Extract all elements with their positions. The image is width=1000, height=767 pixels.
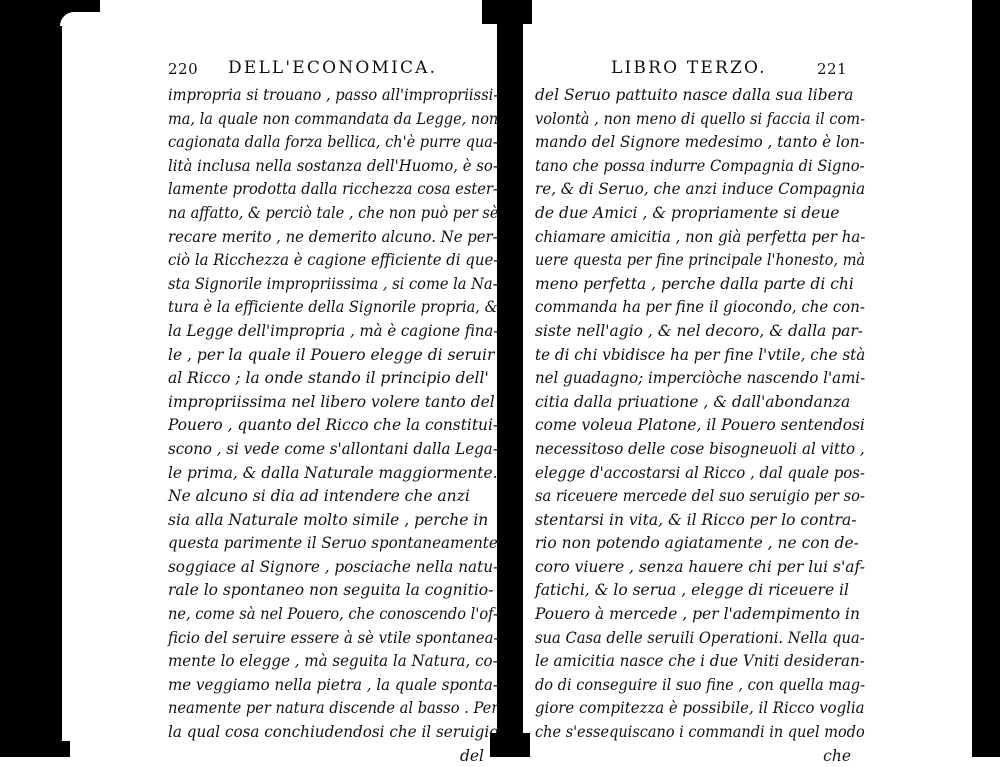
text-line: tano che possa indurre Compagnia di Signo-: [535, 156, 865, 175]
text-line: le , per la quale il Pouero elegge di seruir: [168, 345, 495, 364]
text-line: elegge d'accostarsi al Ricco , dal quale pos-: [535, 463, 865, 482]
text-line: ma, la quale non commandata da Legge, non: [168, 109, 499, 128]
text-line: commanda ha per fine il giocondo, che con-: [535, 298, 865, 317]
book-gutter: [497, 0, 523, 757]
text-line: te di chi vbidisce ha per fine l'vtile, che stà: [535, 345, 866, 364]
text-line: le amicitia nasce che i due Vniti desideran-: [535, 652, 865, 671]
text-line: stentarsi in vita, & il Ricco per lo contra-: [535, 510, 857, 529]
text-line: meno perfetta , perche dalla parte di chi: [535, 274, 854, 293]
text-line: ficio del seruire essere à sè vtile spontanea-: [168, 628, 499, 647]
scan-shadow-bottom-left: [0, 721, 70, 757]
text-line: de due Amici , & propriamente si deue: [535, 203, 840, 222]
text-line: fatichi, & lo serua , elegge di riceuere il: [535, 581, 849, 600]
right-page: [535, 58, 865, 767]
text-line: me veggiamo nella pietra , la quale sponta-: [168, 675, 498, 694]
page-number: 221: [817, 60, 848, 78]
text-line: Ne alcuno si dia ad intendere che anzi: [168, 487, 470, 506]
text-line: na affatto, & perciò tale , che non può per sè: [168, 203, 499, 222]
text-line: do di conseguire il suo fine , con quella mag-: [535, 675, 865, 694]
text-line: mando del Signore medesimo , tanto è lon-: [535, 133, 865, 152]
text-line: re, & di Seruo, che anzi induce Compagnia: [535, 180, 866, 199]
text-line: uere questa per fine principale l'honesto, mà: [535, 251, 866, 270]
text-line: necessitoso delle cose bisogneuoli al vitto ,: [535, 439, 865, 458]
running-head: LIBRO TERZO.: [611, 58, 767, 78]
left-page-text: [168, 84, 498, 767]
right-page-header: [535, 58, 865, 84]
text-line: giore compitezza è possibile, il Ricco voglia: [535, 699, 865, 718]
text-line: tura è la efficiente della Signorile propria, &: [168, 298, 498, 317]
text-line: cagionata dalla forza bellica, ch'è purre qua-: [168, 133, 498, 152]
text-line: lamente prodotta dalla ricchezza cosa ester-: [168, 180, 498, 199]
text-line: come voleua Platone, il Pouero sentendosi: [535, 416, 865, 435]
text-line: impropriissima nel libero volere tanto del: [168, 392, 495, 411]
text-line: ciò la Ricchezza è cagione efficiente di que-: [168, 251, 499, 270]
text-line: sa riceuere mercede del suo seruigio per so-: [535, 487, 865, 506]
text-line: rale lo spontaneo non seguita la cognitio-: [168, 581, 494, 600]
text-line: lità inclusa nella sostanza dell'Huomo, è so-: [168, 156, 498, 175]
text-line: neamente per natura discende al basso . Per: [168, 699, 499, 718]
text-line: Pouero , quanto del Ricco che la constitui-: [168, 416, 499, 435]
scan-shadow-left: [0, 0, 62, 757]
text-line: sia alla Naturale molto simile , perche in: [168, 510, 489, 529]
text-line: rio non potendo agiatamente , ne con de-: [535, 534, 859, 553]
text-line: mente lo elegge , mà seguita la Natura, co-: [168, 652, 498, 671]
text-line: al Ricco ; la onde stando il principio dell': [168, 369, 489, 388]
right-page-text: [535, 84, 865, 767]
text-line: impropria si trouano , passo all'impropriissi-: [168, 86, 499, 104]
text-line: le prima, & dalla Naturale maggiormente.: [168, 463, 498, 482]
text-line: del Seruo pattuito nasce dalla sua libera: [535, 86, 854, 104]
text-line: questa parimente il Seruo spontaneamente: [168, 534, 498, 553]
text-line: recare merito , ne demerito alcuno. Ne per-: [168, 227, 498, 246]
text-line: nel guadagno; imperciòche nascendo l'ami-: [535, 369, 866, 388]
text-line: Pouero à mercede , per l'adempimento in: [535, 605, 860, 624]
gutter-top-shadow: [482, 0, 532, 24]
catchword: del: [459, 746, 484, 765]
text-line: che s'essequiscano i commandi in quel modo: [535, 723, 865, 742]
running-head: DELL'ECONOMICA.: [228, 58, 438, 78]
text-line: soggiace al Signore , posciache nella natu-: [168, 557, 499, 576]
text-line: la qual cosa conchiudendosi che il seruigio: [168, 723, 499, 742]
left-page-header: [168, 58, 498, 84]
text-line: coro viuere , senza hauere chi per lui s'af-: [535, 557, 865, 576]
text-line: volontà , non meno di quello si faccia il com-: [535, 109, 866, 128]
left-page: [168, 58, 498, 767]
page-number: 220: [168, 60, 199, 78]
text-line: la Legge dell'impropria , mà è cagione fina-: [168, 321, 499, 340]
catchword: che: [823, 746, 851, 765]
text-line: sta Signorile impropriissima , si come la Na-: [168, 274, 498, 293]
text-line: scono , si vede come s'allontani dalla Lega-: [168, 439, 498, 458]
scan-shadow-right: [972, 0, 1000, 757]
text-line: sua Casa delle seruili Operationi. Nella qua-: [535, 628, 865, 647]
text-line: chiamare amicitia , non già perfetta per ha-: [535, 227, 866, 246]
text-line: ne, come sà nel Pouero, che conoscendo l'of-: [168, 605, 498, 624]
text-line: citia dalla priuatione , & dall'abondanza: [535, 392, 851, 411]
text-line: siste nell'agio , & nel decoro, & dalla par-: [535, 321, 864, 340]
